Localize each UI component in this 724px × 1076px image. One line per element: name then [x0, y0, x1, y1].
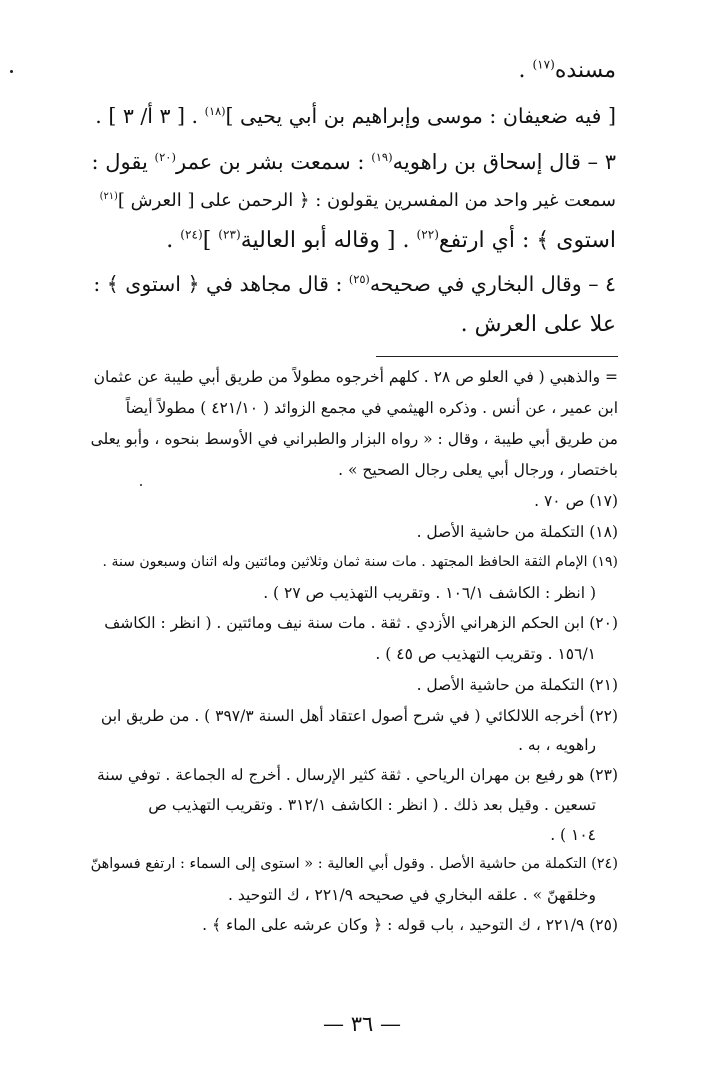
main-text-segment: يقول :: [91, 150, 155, 174]
footnote-22-cont: راهويه ، به .: [518, 736, 596, 754]
page-number: — ٣٦ —: [323, 1012, 401, 1036]
footnote-ref-24: (٢٤): [180, 227, 203, 242]
footnote-22: (٢٢) أخرجه اللالكائي ( في شرح أصول اعتقاد أهل السنة ٣٩٧/٣ ) . من طريق ابن: [100, 707, 618, 725]
main-text-segment: ]: [202, 228, 219, 253]
main-text-segment: : سمعت بشر بن عمر: [175, 150, 372, 174]
main-text-segment: ٤ – وقال البخاري في صحيحه: [369, 272, 616, 296]
main-text-segment: سمعت غير واحد من المفسرين يقولون : ﴿ الرحمن على [ العرش ]: [117, 190, 616, 211]
main-line-4: [100, 190, 616, 211]
main-line-7: [461, 312, 616, 337]
main-text-segment: مسنده: [554, 58, 616, 83]
footnote-19-cont: ( انظر : الكاشف ١٠٦/١ . وتقريب التهذيب ص ٢٧ ) .: [263, 584, 596, 602]
footnote-ref-23: (٢٣): [218, 227, 241, 242]
scan-speck: [140, 484, 142, 486]
main-text-segment: . [ ٣ أ/ ٣ ] .: [95, 104, 205, 128]
footnote-ref-20: (٢٠): [154, 150, 176, 164]
main-text-segment: .: [166, 228, 181, 253]
footnote-21: (٢١) التكملة من حاشية الأصل .: [416, 676, 618, 694]
footnote-continuation-line: = والذهبي ( في العلو ص ٢٨ . كلهم أخرجوه مطولاً من طريق أبي طيبة عن عثمان: [93, 368, 618, 386]
main-text-segment: .: [518, 58, 533, 83]
footnote-ref-22: (٢٢): [416, 227, 439, 242]
footnote-ref-18: (١٨): [204, 105, 226, 119]
footnote-separator: [376, 356, 618, 357]
main-line-2: [95, 104, 616, 128]
main-line-3: [91, 150, 616, 174]
footnote-ref-25: (٢٥): [348, 273, 370, 287]
footnote-23-cont: ١٠٤ ) .: [550, 826, 596, 844]
footnote-20-cont: ١٥٦/١ . وتقريب التهذيب ص ٤٥ ) .: [375, 645, 596, 663]
footnote-continuation-line: من طريق أبي طيبة ، وقال : « رواه البزار والطبراني في الأوسط بنحوه ، وأبو يعلى: [90, 430, 618, 448]
footnote-23: (٢٣) هو رفيع بن مهران الرياحي . ثقة كثير الإرسال . أخرج له الجماعة . توفي سنة: [96, 766, 618, 784]
footnote-continuation-line: باختصار ، ورجال أبي يعلى رجال الصحيح » .: [338, 461, 618, 479]
footnote-24-cont: وخلقهنّ » . علقه البخاري في صحيحه ٢٢١/٩ ، ك التوحيد .: [227, 886, 596, 904]
main-text-segment: استوى ﴾ : أي ارتفع: [438, 228, 616, 253]
main-line-6: [93, 272, 616, 296]
main-line-1: [518, 58, 616, 83]
footnote-17: (١٧) ص ٧٠ .: [534, 492, 618, 510]
footnote-ref-19: (١٩): [371, 150, 393, 164]
footnote-19: (١٩) الإمام الثقة الحافظ المجتهد . مات سنة ثمان وثلاثين ومائتين وله اثنان وسبعون سنة .: [102, 554, 618, 570]
main-text-segment: . [ وقاله أبو العالية: [240, 228, 417, 253]
footnote-continuation-line: ابن عمير ، عن أنس . وذكره الهيثمي في مجمع الزوائد ( ٤٢١/١٠ ) مطولاً أيضاً: [125, 399, 618, 417]
footnote-20: (٢٠) ابن الحكم الزهراني الأزدي . ثقة . مات سنة نيف ومائتين . ( انظر : الكاشف: [104, 614, 618, 632]
footnote-18: (١٨) التكملة من حاشية الأصل .: [416, 523, 618, 541]
main-line-5: [166, 228, 616, 253]
footnote-ref-17: (١٧): [532, 57, 555, 72]
scan-speck: [10, 70, 13, 73]
footnote-24: (٢٤) التكملة من حاشية الأصل . وقول أبي العالية : « استوى إلى السماء : ارتفع فسواهنّ: [90, 856, 618, 872]
footnote-23-cont: تسعين . وقيل بعد ذلك . ( انظر : الكاشف ٣١٢/١ . وتقريب التهذيب ص: [148, 796, 596, 814]
footnote-ref-21: (٢١): [99, 191, 118, 202]
main-text-segment: [ فيه ضعيفان : موسى وإبراهيم بن أبي يحيى ]: [225, 104, 616, 128]
main-text-segment: : قال مجاهد في ﴿ استوى ﴾ :: [93, 272, 349, 296]
main-text-segment: ٣ – قال إسحاق بن راهويه: [392, 150, 616, 174]
footnote-25: (٢٥) ٢٢١/٩ ، ك التوحيد ، باب قوله : ﴿ وكان عرشه على الماء ﴾ .: [202, 916, 618, 934]
main-text-segment: علا على العرش .: [460, 312, 616, 337]
